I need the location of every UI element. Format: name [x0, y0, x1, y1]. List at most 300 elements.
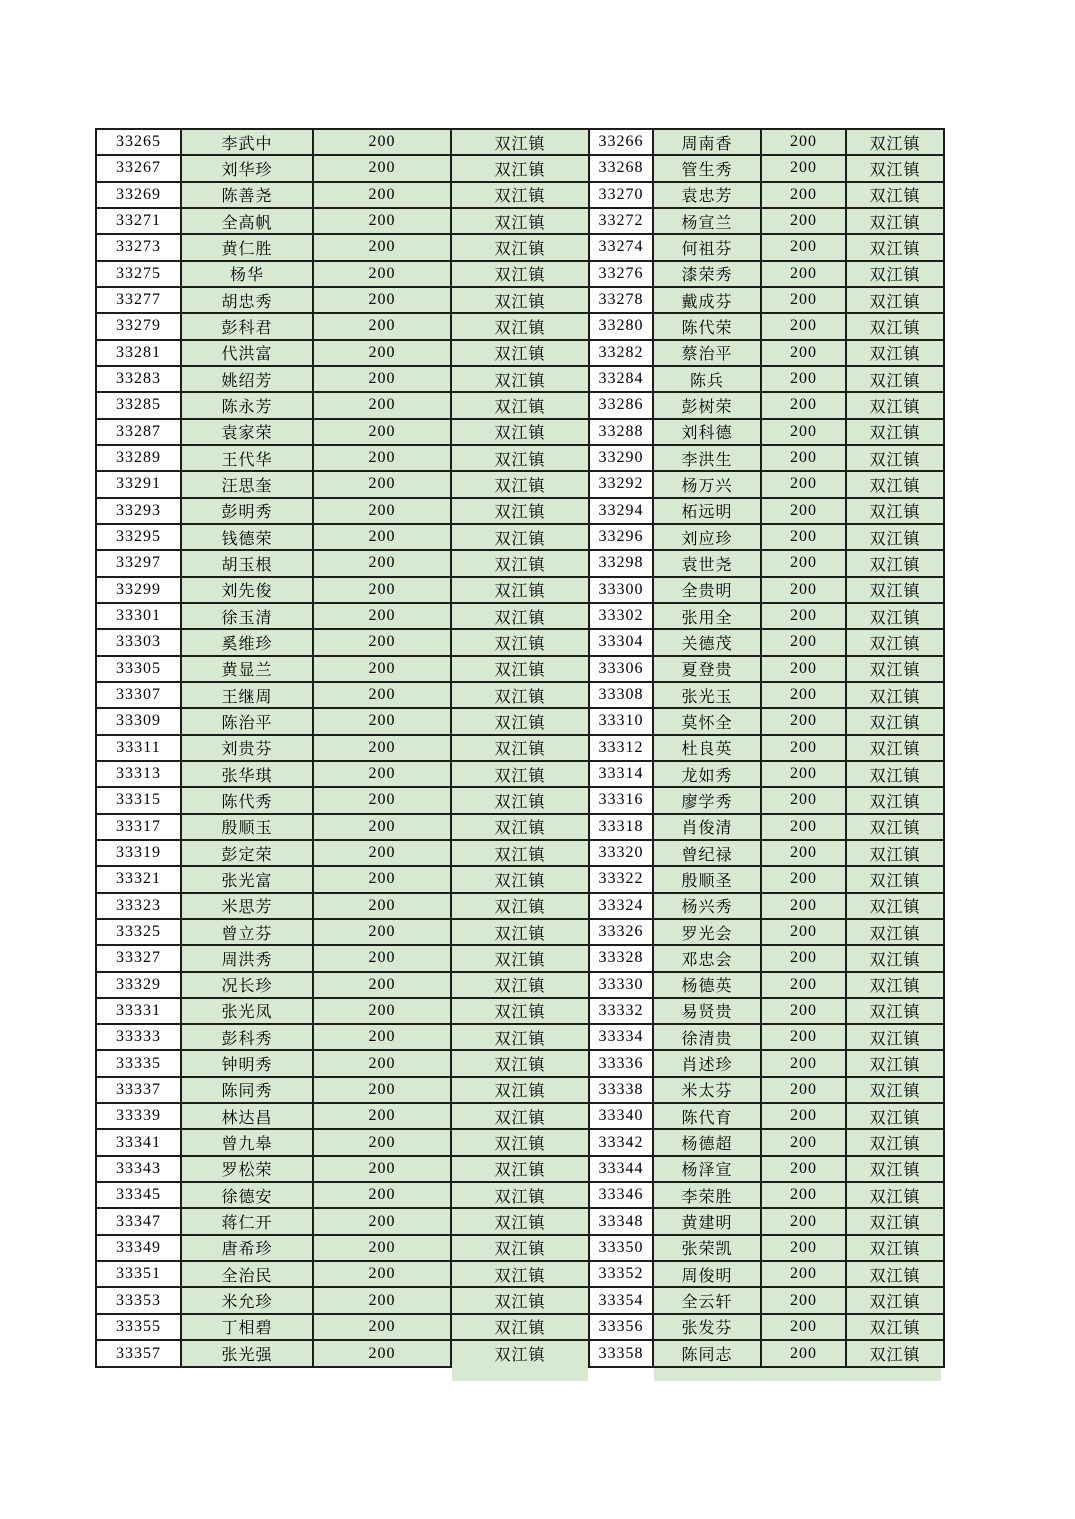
table-row [96, 1050, 944, 1076]
town-cell: 双江镇 [846, 1129, 944, 1155]
id-cell: 33330 [589, 972, 653, 998]
table-row [96, 1077, 944, 1103]
table-row [96, 550, 944, 576]
id-cell: 33276 [589, 261, 653, 287]
amount-cell: 200 [761, 550, 846, 576]
table-row [96, 893, 944, 919]
table-row [96, 471, 944, 497]
name-cell: 张发芬 [653, 1314, 761, 1340]
town-cell: 双江镇 [451, 577, 589, 603]
id-cell: 33321 [96, 866, 181, 892]
id-cell: 33340 [589, 1103, 653, 1129]
town-cell: 双江镇 [451, 498, 589, 524]
table-row [96, 1024, 944, 1050]
name-cell: 刘贵芬 [181, 735, 313, 761]
town-cell: 双江镇 [451, 735, 589, 761]
id-cell: 33304 [589, 629, 653, 655]
id-cell: 33277 [96, 287, 181, 313]
name-cell: 徐清贵 [653, 1024, 761, 1050]
town-cell: 双江镇 [846, 1208, 944, 1234]
amount-cell: 200 [761, 392, 846, 418]
id-cell: 33324 [589, 893, 653, 919]
amount-cell: 200 [761, 366, 846, 392]
id-cell: 33336 [589, 1050, 653, 1076]
amount-cell: 200 [313, 129, 451, 155]
id-cell: 33292 [589, 471, 653, 497]
name-cell: 陈同秀 [181, 1077, 313, 1103]
town-cell: 双江镇 [451, 261, 589, 287]
amount-cell: 200 [313, 708, 451, 734]
amount-cell: 200 [313, 340, 451, 366]
amount-cell: 200 [761, 208, 846, 234]
amount-cell: 200 [313, 419, 451, 445]
amount-cell: 200 [761, 656, 846, 682]
town-cell: 双江镇 [451, 998, 589, 1024]
name-cell: 袁家荣 [181, 419, 313, 445]
amount-cell: 200 [761, 708, 846, 734]
name-cell: 漆荣秀 [653, 261, 761, 287]
town-cell: 双江镇 [846, 419, 944, 445]
name-cell: 杜良英 [653, 735, 761, 761]
name-cell: 刘应珍 [653, 524, 761, 550]
town-cell: 双江镇 [846, 945, 944, 971]
town-cell: 双江镇 [846, 972, 944, 998]
amount-cell: 200 [761, 287, 846, 313]
id-cell: 33332 [589, 998, 653, 1024]
id-cell: 33342 [589, 1129, 653, 1155]
id-cell: 33269 [96, 182, 181, 208]
town-cell: 双江镇 [846, 155, 944, 181]
amount-cell: 200 [761, 840, 846, 866]
id-cell: 33284 [589, 366, 653, 392]
id-cell: 33323 [96, 893, 181, 919]
amount-cell: 200 [761, 1208, 846, 1234]
amount-cell: 200 [313, 603, 451, 629]
amount-cell: 200 [313, 682, 451, 708]
town-cell: 双江镇 [451, 1156, 589, 1182]
roster-tbody [96, 129, 944, 1367]
amount-cell: 200 [313, 208, 451, 234]
table-row [96, 1208, 944, 1234]
amount-cell: 200 [313, 1156, 451, 1182]
town-cell: 双江镇 [846, 129, 944, 155]
name-cell: 陈兵 [653, 366, 761, 392]
amount-cell: 200 [761, 1103, 846, 1129]
amount-cell: 200 [313, 814, 451, 840]
town-cell: 双江镇 [846, 682, 944, 708]
town-cell: 双江镇 [451, 708, 589, 734]
town-cell: 双江镇 [451, 208, 589, 234]
town-cell: 双江镇 [846, 550, 944, 576]
table-row [96, 787, 944, 813]
amount-cell: 200 [761, 761, 846, 787]
amount-cell: 200 [313, 498, 451, 524]
amount-cell: 200 [313, 656, 451, 682]
amount-cell: 200 [761, 261, 846, 287]
town-cell: 双江镇 [451, 814, 589, 840]
id-cell: 33287 [96, 419, 181, 445]
id-cell: 33270 [589, 182, 653, 208]
amount-cell: 200 [313, 1235, 451, 1261]
name-cell: 周洪秀 [181, 945, 313, 971]
name-cell: 曾立芬 [181, 919, 313, 945]
id-cell: 33306 [589, 656, 653, 682]
amount-cell: 200 [313, 761, 451, 787]
town-cell: 双江镇 [846, 735, 944, 761]
id-cell: 33309 [96, 708, 181, 734]
name-cell: 钱德荣 [181, 524, 313, 550]
amount-cell: 200 [761, 945, 846, 971]
amount-cell: 200 [313, 471, 451, 497]
town-cell: 双江镇 [451, 419, 589, 445]
table-row [96, 234, 944, 260]
town-cell: 双江镇 [451, 972, 589, 998]
amount-cell: 200 [313, 1261, 451, 1287]
id-cell: 33307 [96, 682, 181, 708]
town-cell: 双江镇 [451, 603, 589, 629]
amount-cell: 200 [761, 1129, 846, 1155]
name-cell: 全贵明 [653, 577, 761, 603]
name-cell: 全治民 [181, 1261, 313, 1287]
table-row [96, 629, 944, 655]
town-cell: 双江镇 [451, 155, 589, 181]
amount-cell: 200 [313, 1208, 451, 1234]
id-cell: 33274 [589, 234, 653, 260]
id-cell: 33343 [96, 1156, 181, 1182]
id-cell: 33331 [96, 998, 181, 1024]
amount-cell: 200 [761, 313, 846, 339]
id-cell: 33320 [589, 840, 653, 866]
town-cell: 双江镇 [451, 1208, 589, 1234]
town-cell: 双江镇 [846, 1314, 944, 1340]
id-cell: 33282 [589, 340, 653, 366]
amount-cell: 200 [761, 866, 846, 892]
id-cell: 33299 [96, 577, 181, 603]
amount-cell: 200 [761, 234, 846, 260]
name-cell: 刘先俊 [181, 577, 313, 603]
town-cell: 双江镇 [451, 287, 589, 313]
amount-cell: 200 [313, 1182, 451, 1208]
town-cell: 双江镇 [846, 524, 944, 550]
town-cell: 双江镇 [451, 313, 589, 339]
amount-cell: 200 [761, 1024, 846, 1050]
id-cell: 33286 [589, 392, 653, 418]
id-cell: 33339 [96, 1103, 181, 1129]
id-cell: 33356 [589, 1314, 653, 1340]
name-cell: 张光凤 [181, 998, 313, 1024]
town-cell: 双江镇 [451, 945, 589, 971]
name-cell: 何祖芬 [653, 234, 761, 260]
town-cell: 双江镇 [451, 1024, 589, 1050]
id-cell: 33308 [589, 682, 653, 708]
name-cell: 柘远明 [653, 498, 761, 524]
town-cell: 双江镇 [451, 919, 589, 945]
id-cell: 33279 [96, 313, 181, 339]
town-cell: 双江镇 [846, 919, 944, 945]
green-fill-spill-right [654, 1368, 941, 1381]
amount-cell: 200 [761, 998, 846, 1024]
amount-cell: 200 [761, 577, 846, 603]
table-row [96, 1340, 944, 1367]
amount-cell: 200 [761, 814, 846, 840]
amount-cell: 200 [313, 1077, 451, 1103]
name-cell: 米太芬 [653, 1077, 761, 1103]
town-cell: 双江镇 [451, 1340, 589, 1367]
amount-cell: 200 [313, 787, 451, 813]
id-cell: 33268 [589, 155, 653, 181]
name-cell: 钟明秀 [181, 1050, 313, 1076]
name-cell: 奚维珍 [181, 629, 313, 655]
id-cell: 33354 [589, 1287, 653, 1313]
town-cell: 双江镇 [846, 998, 944, 1024]
town-cell: 双江镇 [846, 577, 944, 603]
town-cell: 双江镇 [846, 498, 944, 524]
table-row [96, 840, 944, 866]
amount-cell: 200 [313, 550, 451, 576]
id-cell: 33300 [589, 577, 653, 603]
id-cell: 33313 [96, 761, 181, 787]
amount-cell: 200 [761, 629, 846, 655]
id-cell: 33301 [96, 603, 181, 629]
name-cell: 张用全 [653, 603, 761, 629]
amount-cell: 200 [761, 1050, 846, 1076]
town-cell: 双江镇 [846, 629, 944, 655]
name-cell: 管生秀 [653, 155, 761, 181]
amount-cell: 200 [761, 129, 846, 155]
name-cell: 袁世尧 [653, 550, 761, 576]
name-cell: 陈代荣 [653, 313, 761, 339]
name-cell: 陈代秀 [181, 787, 313, 813]
name-cell: 胡忠秀 [181, 287, 313, 313]
id-cell: 33325 [96, 919, 181, 945]
table-row [96, 366, 944, 392]
amount-cell: 200 [313, 366, 451, 392]
name-cell: 张华琪 [181, 761, 313, 787]
name-cell: 汪思奎 [181, 471, 313, 497]
id-cell: 33296 [589, 524, 653, 550]
id-cell: 33358 [589, 1340, 653, 1367]
name-cell: 王代华 [181, 445, 313, 471]
town-cell: 双江镇 [846, 445, 944, 471]
amount-cell: 200 [761, 1314, 846, 1340]
id-cell: 33327 [96, 945, 181, 971]
town-cell: 双江镇 [451, 471, 589, 497]
name-cell: 周南香 [653, 129, 761, 155]
id-cell: 33346 [589, 1182, 653, 1208]
town-cell: 双江镇 [846, 471, 944, 497]
town-cell: 双江镇 [846, 287, 944, 313]
name-cell: 莫怀全 [653, 708, 761, 734]
town-cell: 双江镇 [846, 313, 944, 339]
amount-cell: 200 [313, 735, 451, 761]
id-cell: 33272 [589, 208, 653, 234]
town-cell: 双江镇 [451, 1314, 589, 1340]
amount-cell: 200 [313, 155, 451, 181]
roster-table [95, 128, 945, 1368]
name-cell: 米思芳 [181, 893, 313, 919]
id-cell: 33302 [589, 603, 653, 629]
town-cell: 双江镇 [846, 840, 944, 866]
town-cell: 双江镇 [846, 366, 944, 392]
town-cell: 双江镇 [846, 208, 944, 234]
name-cell: 黄显兰 [181, 656, 313, 682]
amount-cell: 200 [761, 182, 846, 208]
name-cell: 肖述珍 [653, 1050, 761, 1076]
id-cell: 33347 [96, 1208, 181, 1234]
town-cell: 双江镇 [846, 1156, 944, 1182]
id-cell: 33326 [589, 919, 653, 945]
id-cell: 33357 [96, 1340, 181, 1367]
id-cell: 33305 [96, 656, 181, 682]
name-cell: 张光强 [181, 1340, 313, 1367]
name-cell: 彭明秀 [181, 498, 313, 524]
table-row [96, 208, 944, 234]
id-cell: 33289 [96, 445, 181, 471]
name-cell: 肖俊清 [653, 814, 761, 840]
name-cell: 易贤贵 [653, 998, 761, 1024]
name-cell: 米允珍 [181, 1287, 313, 1313]
id-cell: 33314 [589, 761, 653, 787]
table-row [96, 392, 944, 418]
id-cell: 33285 [96, 392, 181, 418]
id-cell: 33355 [96, 1314, 181, 1340]
town-cell: 双江镇 [846, 761, 944, 787]
amount-cell: 200 [761, 1077, 846, 1103]
name-cell: 刘华珍 [181, 155, 313, 181]
name-cell: 王继周 [181, 682, 313, 708]
town-cell: 双江镇 [846, 1103, 944, 1129]
table-row [96, 340, 944, 366]
table-row [96, 1156, 944, 1182]
table-row [96, 1235, 944, 1261]
id-cell: 33349 [96, 1235, 181, 1261]
town-cell: 双江镇 [451, 1077, 589, 1103]
name-cell: 彭科秀 [181, 1024, 313, 1050]
id-cell: 33293 [96, 498, 181, 524]
town-cell: 双江镇 [846, 182, 944, 208]
id-cell: 33344 [589, 1156, 653, 1182]
table-row [96, 708, 944, 734]
town-cell: 双江镇 [846, 261, 944, 287]
name-cell: 杨宣兰 [653, 208, 761, 234]
id-cell: 33318 [589, 814, 653, 840]
id-cell: 33295 [96, 524, 181, 550]
amount-cell: 200 [761, 155, 846, 181]
id-cell: 33288 [589, 419, 653, 445]
amount-cell: 200 [761, 340, 846, 366]
amount-cell: 200 [761, 1235, 846, 1261]
name-cell: 彭定荣 [181, 840, 313, 866]
name-cell: 邓忠会 [653, 945, 761, 971]
amount-cell: 200 [761, 498, 846, 524]
id-cell: 33267 [96, 155, 181, 181]
name-cell: 全高帆 [181, 208, 313, 234]
name-cell: 李荣胜 [653, 1182, 761, 1208]
town-cell: 双江镇 [451, 1235, 589, 1261]
amount-cell: 200 [761, 419, 846, 445]
amount-cell: 200 [761, 1156, 846, 1182]
name-cell: 杨德超 [653, 1129, 761, 1155]
id-cell: 33283 [96, 366, 181, 392]
town-cell: 双江镇 [451, 629, 589, 655]
id-cell: 33271 [96, 208, 181, 234]
amount-cell: 200 [313, 998, 451, 1024]
table-row [96, 761, 944, 787]
amount-cell: 200 [761, 682, 846, 708]
name-cell: 戴成芬 [653, 287, 761, 313]
id-cell: 33315 [96, 787, 181, 813]
town-cell: 双江镇 [451, 182, 589, 208]
amount-cell: 200 [761, 893, 846, 919]
id-cell: 33311 [96, 735, 181, 761]
table-row [96, 735, 944, 761]
name-cell: 袁忠芳 [653, 182, 761, 208]
town-cell: 双江镇 [451, 524, 589, 550]
table-row [96, 498, 944, 524]
name-cell: 彭科君 [181, 313, 313, 339]
name-cell: 林达昌 [181, 1103, 313, 1129]
id-cell: 33338 [589, 1077, 653, 1103]
name-cell: 全云轩 [653, 1287, 761, 1313]
town-cell: 双江镇 [451, 550, 589, 576]
name-cell: 徐德安 [181, 1182, 313, 1208]
id-cell: 33334 [589, 1024, 653, 1050]
name-cell: 杨德英 [653, 972, 761, 998]
amount-cell: 200 [761, 1287, 846, 1313]
name-cell: 陈同志 [653, 1340, 761, 1367]
name-cell: 罗松荣 [181, 1156, 313, 1182]
name-cell: 黄建明 [653, 1208, 761, 1234]
table-row [96, 1103, 944, 1129]
amount-cell: 200 [313, 392, 451, 418]
table-row [96, 129, 944, 155]
id-cell: 33352 [589, 1261, 653, 1287]
name-cell: 关德茂 [653, 629, 761, 655]
town-cell: 双江镇 [451, 656, 589, 682]
table-row [96, 1261, 944, 1287]
name-cell: 陈代育 [653, 1103, 761, 1129]
town-cell: 双江镇 [846, 1340, 944, 1367]
id-cell: 33312 [589, 735, 653, 761]
name-cell: 陈治平 [181, 708, 313, 734]
id-cell: 33333 [96, 1024, 181, 1050]
town-cell: 双江镇 [846, 866, 944, 892]
table-row [96, 1314, 944, 1340]
id-cell: 33290 [589, 445, 653, 471]
name-cell: 杨华 [181, 261, 313, 287]
id-cell: 33328 [589, 945, 653, 971]
town-cell: 双江镇 [846, 1024, 944, 1050]
name-cell: 殷顺圣 [653, 866, 761, 892]
amount-cell: 200 [313, 445, 451, 471]
id-cell: 33348 [589, 1208, 653, 1234]
table-row [96, 577, 944, 603]
amount-cell: 200 [313, 893, 451, 919]
id-cell: 33266 [589, 129, 653, 155]
town-cell: 双江镇 [846, 392, 944, 418]
town-cell: 双江镇 [451, 893, 589, 919]
id-cell: 33291 [96, 471, 181, 497]
amount-cell: 200 [761, 972, 846, 998]
town-cell: 双江镇 [846, 1235, 944, 1261]
id-cell: 33273 [96, 234, 181, 260]
town-cell: 双江镇 [451, 1287, 589, 1313]
amount-cell: 200 [313, 1340, 451, 1367]
id-cell: 33319 [96, 840, 181, 866]
town-cell: 双江镇 [846, 1182, 944, 1208]
name-cell: 刘科德 [653, 419, 761, 445]
town-cell: 双江镇 [846, 1050, 944, 1076]
